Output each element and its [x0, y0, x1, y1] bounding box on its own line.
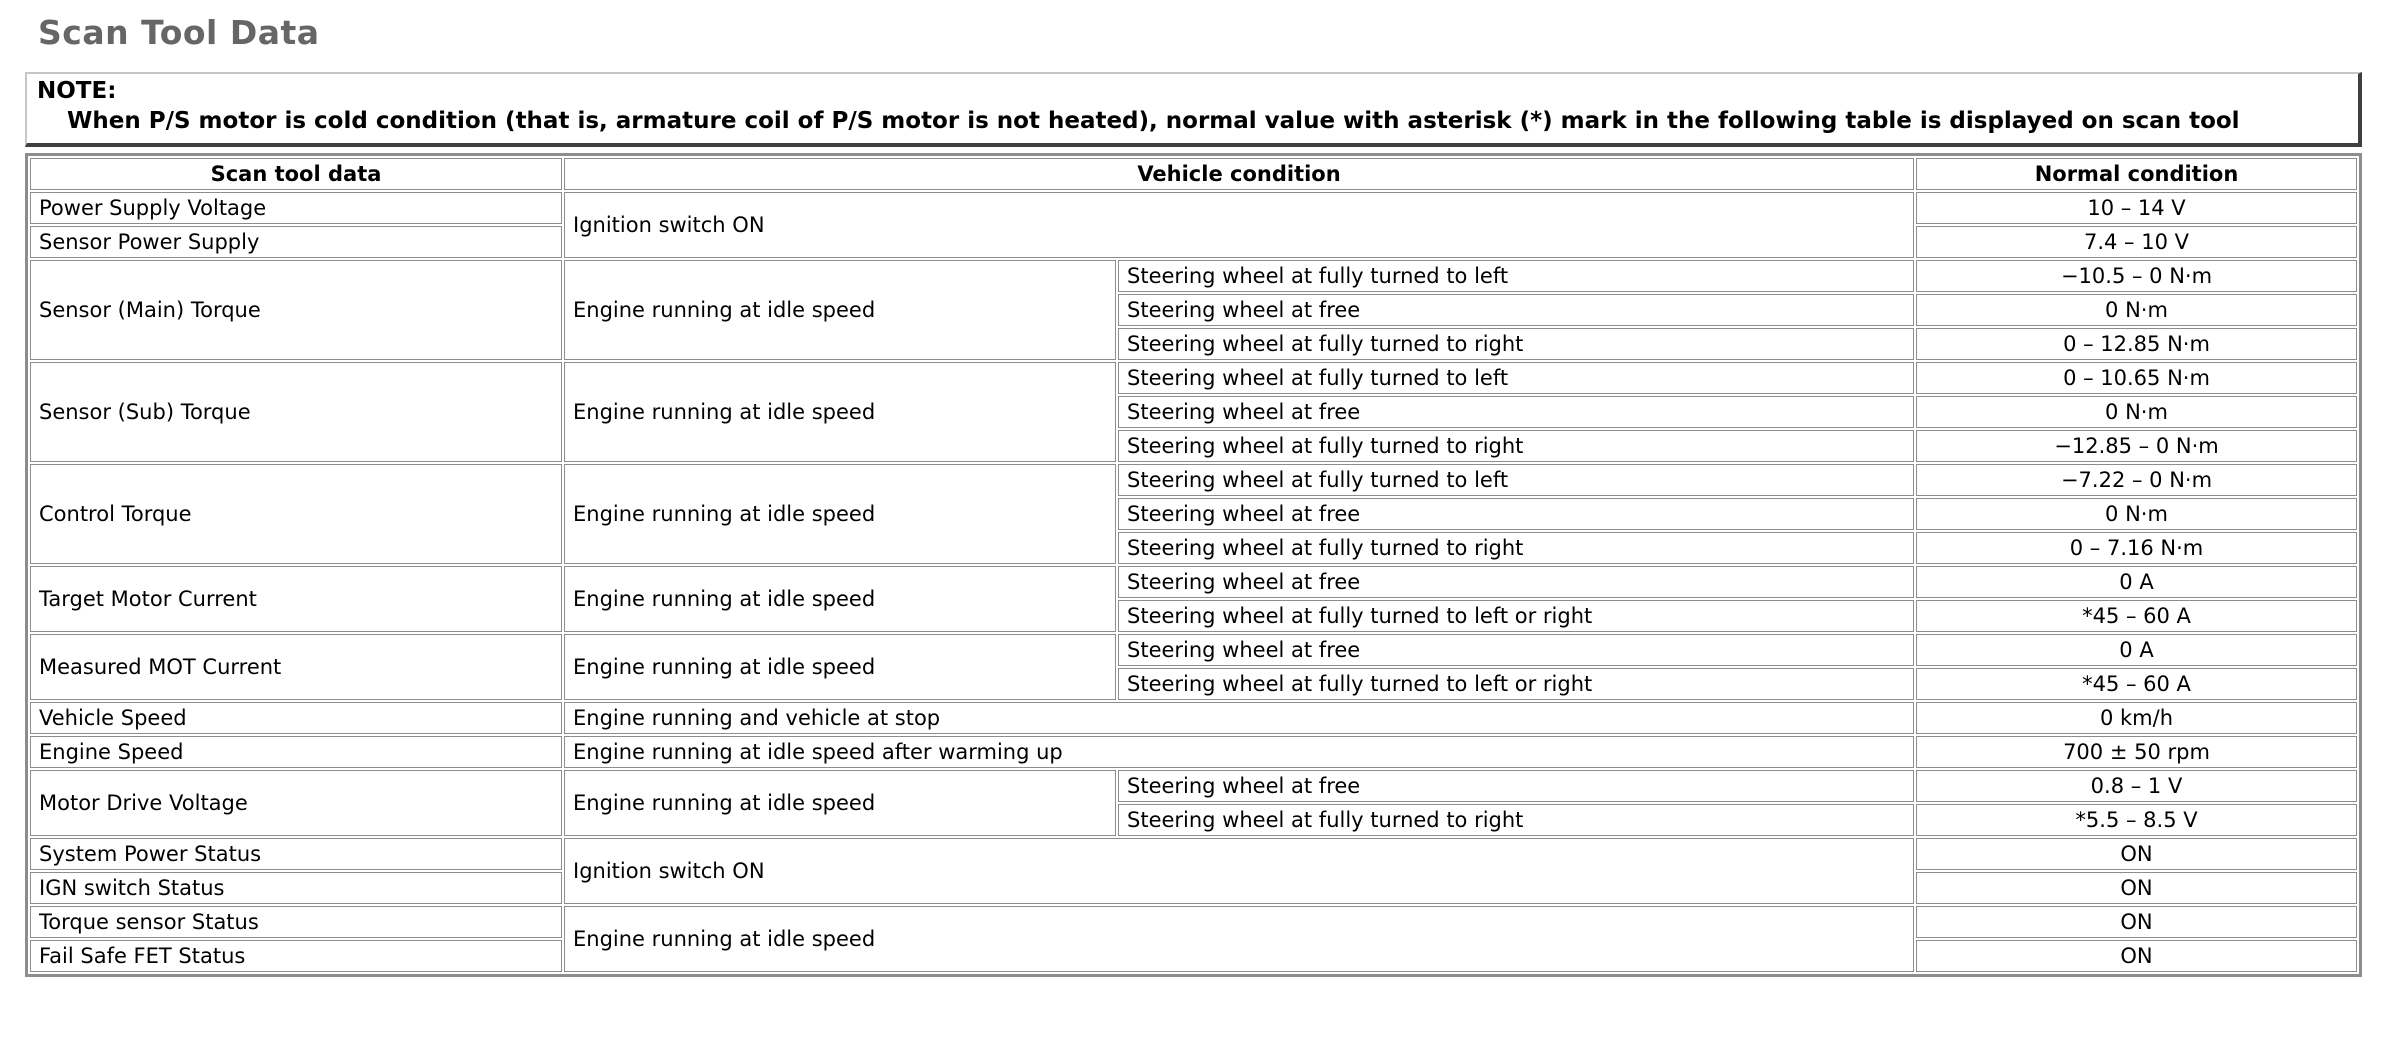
column-header-cell: Normal condition [1916, 158, 2357, 190]
normal-condition-cell: 0.8 – 1 V [1916, 770, 2357, 802]
vehicle-condition-cell: Engine running at idle speed [564, 362, 1116, 462]
normal-condition-cell: ON [1916, 940, 2357, 972]
table-row [30, 702, 2357, 734]
normal-condition-cell: *45 – 60 A [1916, 600, 2357, 632]
vehicle-condition-cell: Engine running and vehicle at stop [564, 702, 1914, 734]
table-row [30, 634, 2357, 666]
scan-tool-data-cell: Control Torque [30, 464, 562, 564]
normal-condition-cell: 10 – 14 V [1916, 192, 2357, 224]
normal-condition-cell: 0 – 12.85 N·m [1916, 328, 2357, 360]
steering-condition-cell: Steering wheel at free [1118, 498, 1914, 530]
table-row [30, 192, 2357, 224]
normal-condition-cell: 0 A [1916, 566, 2357, 598]
steering-condition-cell: Steering wheel at fully turned to left or right [1118, 600, 1914, 632]
steering-condition-cell: Steering wheel at free [1118, 770, 1914, 802]
normal-condition-cell: 0 km/h [1916, 702, 2357, 734]
vehicle-condition-cell: Ignition switch ON [564, 192, 1914, 258]
scan-tool-data-cell: Measured MOT Current [30, 634, 562, 700]
scan-tool-data-cell: Motor Drive Voltage [30, 770, 562, 836]
normal-condition-cell: ON [1916, 906, 2357, 938]
normal-condition-cell: 0 N·m [1916, 396, 2357, 428]
scan-tool-data-cell: Sensor (Main) Torque [30, 260, 562, 360]
normal-condition-cell: 0 N·m [1916, 294, 2357, 326]
vehicle-condition-cell: Engine running at idle speed [564, 260, 1116, 360]
steering-condition-cell: Steering wheel at fully turned to right [1118, 328, 1914, 360]
vehicle-condition-cell: Engine running at idle speed [564, 566, 1116, 632]
scan-tool-data-table [25, 153, 2362, 977]
page-title: Scan Tool Data [38, 13, 320, 52]
vehicle-condition-cell: Engine running at idle speed [564, 464, 1116, 564]
scan-tool-data-cell: Fail Safe FET Status [30, 940, 562, 972]
normal-condition-cell: ON [1916, 838, 2357, 870]
table-row [30, 260, 2357, 292]
table-row [30, 464, 2357, 496]
scan-tool-data-cell: Sensor (Sub) Torque [30, 362, 562, 462]
normal-condition-cell: −7.22 – 0 N·m [1916, 464, 2357, 496]
scan-tool-data-cell: Sensor Power Supply [30, 226, 562, 258]
steering-condition-cell: Steering wheel at free [1118, 396, 1914, 428]
column-header-cell: Scan tool data [30, 158, 562, 190]
steering-condition-cell: Steering wheel at fully turned to right [1118, 804, 1914, 836]
vehicle-condition-cell: Ignition switch ON [564, 838, 1914, 904]
table-row [30, 770, 2357, 802]
note-label: NOTE: [37, 78, 117, 104]
vehicle-condition-cell: Engine running at idle speed [564, 634, 1116, 700]
scan-tool-data-cell: System Power Status [30, 838, 562, 870]
scan-tool-data-cell: IGN switch Status [30, 872, 562, 904]
table-row [30, 566, 2357, 598]
steering-condition-cell: Steering wheel at fully turned to right [1118, 532, 1914, 564]
note-box [25, 72, 2362, 147]
normal-condition-cell: 0 – 10.65 N·m [1916, 362, 2357, 394]
vehicle-condition-cell: Engine running at idle speed [564, 770, 1116, 836]
normal-condition-cell: *45 – 60 A [1916, 668, 2357, 700]
normal-condition-cell: ON [1916, 872, 2357, 904]
table-row [30, 158, 2357, 190]
normal-condition-cell: 0 – 7.16 N·m [1916, 532, 2357, 564]
steering-condition-cell: Steering wheel at fully turned to left [1118, 362, 1914, 394]
table-row [30, 736, 2357, 768]
steering-condition-cell: Steering wheel at free [1118, 634, 1914, 666]
steering-condition-cell: Steering wheel at fully turned to left [1118, 260, 1914, 292]
normal-condition-cell: 7.4 – 10 V [1916, 226, 2357, 258]
steering-condition-cell: Steering wheel at free [1118, 566, 1914, 598]
steering-condition-cell: Steering wheel at fully turned to left [1118, 464, 1914, 496]
normal-condition-cell: *5.5 – 8.5 V [1916, 804, 2357, 836]
scan-tool-data-cell: Power Supply Voltage [30, 192, 562, 224]
normal-condition-cell: 0 A [1916, 634, 2357, 666]
column-header-cell: Vehicle condition [564, 158, 1914, 190]
normal-condition-cell: 0 N·m [1916, 498, 2357, 530]
normal-condition-cell: −10.5 – 0 N·m [1916, 260, 2357, 292]
vehicle-condition-cell: Engine running at idle speed [564, 906, 1914, 972]
table-row [30, 838, 2357, 870]
steering-condition-cell: Steering wheel at fully turned to right [1118, 430, 1914, 462]
normal-condition-cell: −12.85 – 0 N·m [1916, 430, 2357, 462]
scan-tool-data-cell: Vehicle Speed [30, 702, 562, 734]
note-text: When P/S motor is cold condition (that is, armature coil of P/S motor is not heated), normal value with asterisk (*) mark in the following table is displayed on scan tool [67, 108, 2240, 134]
scan-tool-data-cell: Target Motor Current [30, 566, 562, 632]
vehicle-condition-cell: Engine running at idle speed after warming up [564, 736, 1914, 768]
normal-condition-cell: 700 ± 50 rpm [1916, 736, 2357, 768]
scan-tool-data-cell: Torque sensor Status [30, 906, 562, 938]
scan-tool-data-cell: Engine Speed [30, 736, 562, 768]
table-row [30, 362, 2357, 394]
table-row [30, 906, 2357, 938]
scan-table-body [30, 158, 2357, 972]
steering-condition-cell: Steering wheel at free [1118, 294, 1914, 326]
steering-condition-cell: Steering wheel at fully turned to left or right [1118, 668, 1914, 700]
